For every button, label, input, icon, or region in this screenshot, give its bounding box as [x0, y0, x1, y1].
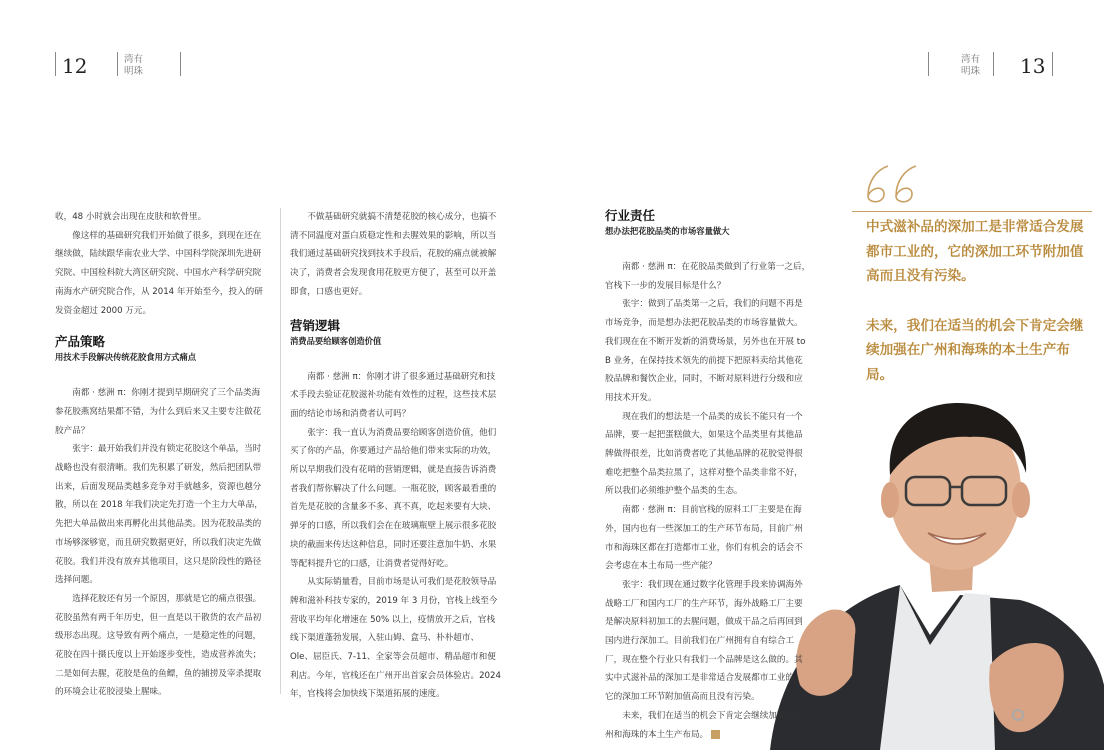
paragraph: 南都 · 慈洲 π：你刚才提到早期研究了三个品类海参花胶燕窝结果都不错，为什么到后来又主要专注做花胶产品？: [55, 388, 262, 436]
article-column-3: [605, 208, 811, 744]
right-magazine-title: 湾有 明珠: [961, 54, 981, 77]
section-title-industry-responsibility: 行业责任: [605, 208, 656, 223]
quote-divider: [852, 211, 1092, 212]
paragraph: 南都 · 慈洲 π：你刚才讲了很多通过基础研究和技术手段去验证花胶滋补功能有效性的过程，这些技术层面的结论市场和消费者认可吗？: [290, 371, 497, 419]
paragraph: 收，48 小时就会出现在皮肤和软骨里。: [55, 212, 207, 222]
paragraph: 从实际销量看，目前市场是认可我们是花胶领导品牌和滋补科技专家的，2019 年 3 月份，官栈上线至今营收平均年化增速在 50% 以上，疫情放开之后，官栈线下渠道蓬勃发展，入驻山姆、盒马、朴朴超市、Ole、屈臣氏、7-11、全家等会员超市、精品超市和便利店。今年，官栈还在广州开出首家会员体验店。2024 年，官栈将会加快线下渠道拓展的速度。: [290, 577, 501, 700]
section-subtitle: 想办法把花胶品类的市场容量做大: [605, 226, 730, 236]
header-left-rule-3: [180, 52, 181, 76]
article-end-mark-icon: [711, 730, 720, 739]
paragraph: 张宇：做到了品类第一之后，我们的问题不再是市场竞争，而是想办法把花胶品类的市场容量做大。我们现在在不断开发新的消费场景，另外也在开展 to B 业务，在保持技术领先的前提下把原料卖给其他花胶品牌和餐饮企业，同时，不断对原料进行分级和应用技术开发。: [605, 299, 806, 403]
section-title-product-strategy: 产品策略: [55, 334, 106, 350]
paragraph: 南都 · 慈洲 π：目前官栈的原料工厂主要是在海外，国内也有一些深加工的生产环节布局，目前广州市和海珠区都在打造都市工业，你们有机会的话会不会考虑在本土布局一些产能？: [605, 505, 803, 572]
left-magazine-title: 湾有 明珠: [124, 54, 144, 77]
paragraph: 像这样的基础研究我们开始做了很多，到现在还在继续做，陆续跟华南农业大学、中国科学院深圳先进研究院、中国检科院大湾区研究院、中国水产科学研究院南海水产研究院合作，从 2014 年开始至今，投入的研发资金超过 2000 万元。: [55, 230, 263, 316]
paragraph: 南都 · 慈洲 π：在花胶品类做到了行业第一之后，官栈下一步的发展目标是什么？: [605, 262, 811, 291]
header-right-rule-1: [928, 52, 929, 76]
header-left-rule-2: [117, 52, 118, 76]
paragraph: 张宇：我一直认为消费品要给顾客创造价值，他们买了你的产品，你要通过产品给他们带来实际的功效，所以早期我们没有花哨的营销逻辑，就是直接告诉消费者我们帮你解决了什么问题。一瓶花胶，顾客最看重的首先是花胶的含量多不多、真不真，吃起来要有大块、弹牙的口感，所以我们会在在玻璃瓶壁上展示很多花胶块的截面来传达这种信息，同时还要注意加牛奶、水果等配料提升它的口感，让消费者觉得好吃。: [290, 427, 497, 569]
quote-mark-icon: [864, 160, 924, 206]
right-page-number: 13: [1020, 54, 1046, 78]
header-right-rule-2: [993, 52, 994, 76]
article-column-2: [290, 208, 502, 704]
section-subtitle: 消费品要给顾客创造价值: [290, 335, 382, 346]
paragraph: 选择花胶还有另一个原因，那就是它的痛点很强。花胶虽然有两千年历史，但一直是以干散货的农产品初级形态出现。这导致有两个痛点，一是稳定性的问题，花胶在四十摄氏度以上开始逐步变性，造成营养流失；二是如何去腥，花胶是鱼的鱼鳔，鱼的捕捞及宰杀提取的环境会让花胶浸染上腥味。: [55, 593, 262, 698]
interviewee-photo: [760, 395, 1104, 750]
paragraph: 不做基础研究就搞不清楚花胶的核心成分，也搞不清不同温度对蛋白质稳定性和去腥效果的影响，所以当我们通过基础研究找到技术手段后，花胶的痛点就被解决了，消费者会发现食用花胶更方便了，甚至可以开盖即食，口感也更好。: [290, 212, 497, 297]
pull-quote-paragraph-2: 未来，我们在适当的机会下肯定会继续加强在广州和海珠的本土生产布局。: [866, 317, 1084, 383]
pull-quote-paragraph-1: 中式滋补品的深加工是非常适合发展都市工业的，它的深加工环节附加值高而且没有污染。: [866, 219, 1084, 284]
pull-quote: [866, 215, 1092, 412]
paragraph: 未来，我们在适当的机会下肯定会继续加强在广州和海珠的本土生产布局。: [605, 710, 803, 740]
paragraph: 现在我们的想法是一个品类的成长不能只有一个品牌，要一起把蛋糕做大，如果这个品类里有其他品牌做得很差，比如消费者吃了其他品牌的花胶觉得很难吃把整个品类拉黑了，这样对整个品类非常不好，所以我们必须维护整个品类的生态。: [605, 411, 803, 497]
left-page-number: 12: [62, 54, 88, 78]
paragraph: 张宇：最开始我们并没有锁定花胶这个单品，当时战略也没有很清晰。我们先积累了研发，然后把团队带出来，后面发现品类越多竞争对手就越多，资源也越分散，所以在 2018 年我们决定先打造一个主力大单品，先把大单品做出来再孵化出其他品类。因为花胶品类的市场够深够宽，而且研究数据更好，所以我们决定先做花胶。我们并没有放弃其他项目，这只是阶段性的路径选择问题。: [55, 444, 263, 586]
article-column-1: [55, 208, 268, 702]
column-divider: [280, 208, 281, 694]
section-title-marketing-logic: 营销逻辑: [290, 317, 341, 333]
header-right-rule-3: [1052, 52, 1053, 76]
paragraph: 张宇：我们现在通过数字化管理手段来协调海外战略工厂和国内工厂的生产环节，海外战略工厂主要是解决原料初加工的去腥问题，做成干品之后再回到国内进行深加工。目前我们在广州拥有自有综合工厂，现在整个行业只有我们一个品牌是这么做的。其实中式滋补品的深加工是非常适合发展都市工业的，它的深加工环节附加值高而且没有污染。: [605, 579, 803, 703]
section-subtitle: 用技术手段解决传统花胶食用方式痛点: [55, 352, 197, 363]
header-left-rule-1: [55, 52, 56, 76]
